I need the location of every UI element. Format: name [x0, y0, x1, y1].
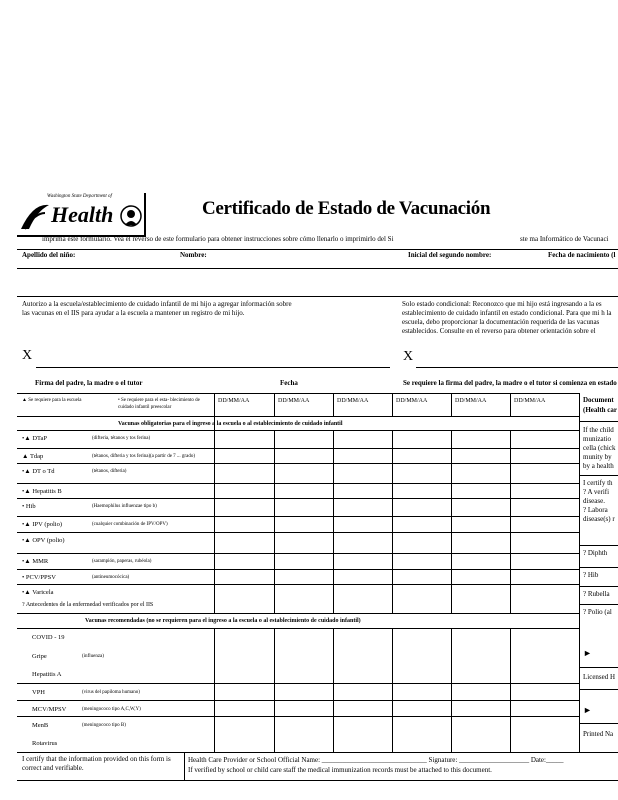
required-vaccine-label: •▲ DTaP: [22, 435, 48, 442]
date-label: Fecha: [280, 379, 298, 387]
panel-item-hib: ? Hib: [583, 571, 599, 579]
required-vaccine-label: •▲ IPV (polio): [22, 521, 63, 528]
verified-note: If verified by school or child care staff the medical immunization records must be attached to this document.: [188, 766, 492, 774]
panel-text-line: disease(s) r: [583, 515, 615, 523]
recommended-vaccine-label: Gripe: [32, 653, 47, 660]
required-vaccine-label: ▲ Tdap: [22, 453, 44, 460]
legend-bullet: • Se requiere para el esta- blecimiento de cuidado infantil preescolar: [118, 398, 200, 410]
recommended-section-title: Vacunas recomendadas (no se requieren para el ingreso a la escuela o al establecimiento de cuidado infantil): [85, 618, 361, 624]
required-vaccine-note: (sarampión, paperas, rubéola): [92, 559, 152, 564]
legend-triangle: ▲ Se requiere para la escuela: [22, 398, 82, 403]
date-header: DD/MM/AA: [337, 398, 369, 404]
certify-text: I certify that the information provided on this form is correct and verifiable.: [22, 755, 171, 772]
health-logo: [17, 193, 144, 235]
panel-text-line: disease.: [583, 497, 605, 505]
required-vaccine-label: •▲ Hepatitis B: [22, 488, 62, 495]
panel-text-line: ? A verifi: [583, 488, 610, 496]
required-vaccine-label: • PCV/PPSV: [22, 574, 56, 581]
panel-text-line: I certify th: [583, 479, 613, 487]
panel-subheading: (Health car: [583, 406, 618, 414]
recommended-vaccine-note: (virus del papiloma humano): [82, 690, 140, 695]
conditional-signature-label: Se requiere la firma del padre, la madre o el tutor si comienza en estado: [403, 379, 617, 387]
recommended-vaccine-note: (influenza): [82, 654, 104, 659]
required-vaccine-note: (Haemophilus influenzae tipo b): [92, 504, 157, 509]
recommended-vaccine-note: (meningococo tipo A,C,W,Y): [82, 707, 141, 712]
health-care-panel: [580, 393, 618, 752]
panel-arrow-icon: ►: [583, 648, 592, 658]
panel-text-line: munizatio: [583, 435, 611, 443]
required-vaccine-label: •▲ MMR: [22, 558, 49, 565]
date-header: DD/MM/AA: [278, 398, 310, 404]
birth-date-label: Fecha de nacimiento (l: [548, 251, 616, 259]
authorize-text: Autorizo a la escuela/establecimiento de cuidado infantil de mi hijo a agregar información sobre las vacunas en el IIS para ayudar a la escuela a mantener un registro de mi hijo.: [22, 300, 292, 317]
conditional-text: Solo estado condicional: Reconozco que mi hijo está ingresando a la es establecimiento de cuidado infantil en estado condicional. Para que mi h la escuela, debo proporcionar la documentación requerida de las vacunas establecidos. Consulte en el reverso para obtener orientación sobre el: [402, 300, 612, 335]
required-vaccine-label: •▲ OPV (polio): [22, 537, 65, 544]
required-section-title: Vacunas obligatorias para el ingreso a la escuela o al establecimiento de cuidado infantil: [118, 421, 343, 427]
required-vaccine-note: (tétanos, difteria y tos ferina): [92, 454, 151, 459]
panel-text-line: If the child: [583, 426, 614, 434]
form-title: Certificado de Estado de Vacunación: [202, 198, 491, 219]
instructions-text-right: ste ma Informático de Vacunaci: [520, 235, 609, 243]
date-header: DD/MM/AA: [218, 398, 250, 404]
required-vaccine-note: (antineumocócica): [92, 575, 130, 580]
recommended-vaccine-label: COVID - 19: [32, 634, 65, 641]
panel-text-line: by a health: [583, 462, 614, 470]
logo-department-text: Washington State Department of: [47, 194, 112, 199]
recommended-vaccine-label: Hepatitis A: [32, 671, 62, 678]
logo-swoosh-icon: [19, 201, 51, 231]
required-vaccine-label: • Hib: [22, 503, 36, 510]
signature-x: X: [22, 348, 33, 363]
varicela-history: ? Antecedentes de la enfermedad verificados por el IIS: [22, 602, 154, 608]
recommended-vaccine-label: MCV/MPSV: [32, 706, 67, 713]
last-name-label: Apellido del niño:: [22, 251, 76, 259]
required-vaccine-label: •▲ DT o Td: [22, 468, 55, 475]
date-header: DD/MM/AA: [514, 398, 546, 404]
required-vaccine-extra: (a partir de 7 ... grado): [150, 454, 195, 459]
required-vaccine-label: •▲ Varicela: [22, 589, 54, 596]
panel-item-rubella: ? Rubella: [583, 590, 610, 598]
recommended-vaccine-label: MenB: [32, 722, 49, 729]
date-header: DD/MM/AA: [396, 398, 428, 404]
panel-text-line: ? Labora: [583, 506, 608, 514]
required-vaccine-note: (cualquier combinación de IPV/OPV): [92, 522, 168, 527]
panel-text-line: munity by: [583, 453, 612, 461]
panel-licensed: Licensed H: [583, 673, 616, 681]
state-seal-icon: [120, 203, 142, 229]
panel-item-diphtheria: ? Diphth: [583, 549, 608, 557]
panel-item-polio: ? Polio (al: [583, 608, 612, 616]
panel-arrow-icon-2: ►: [583, 705, 592, 715]
instructions-text: imprima este formulario. Vea el reverso de este formulario para obtener instrucciones sobre cómo llenarlo o imprimirlo del Si: [42, 235, 394, 243]
required-vaccine-note: (difteria, tétanos y tos ferina): [92, 436, 151, 441]
conditional-signature-x: X: [403, 349, 414, 364]
table-top-line: [17, 393, 579, 394]
date-header: DD/MM/AA: [455, 398, 487, 404]
recommended-vaccine-label: VPH: [32, 689, 46, 696]
recommended-vaccine-note: (meningococo tipo B): [82, 723, 126, 728]
first-name-label: Nombre:: [180, 251, 207, 259]
panel-text-line: cella (chick: [583, 444, 616, 452]
required-vaccine-note: (tétanos, difteria): [92, 469, 127, 474]
logo-word: Health: [51, 202, 114, 227]
panel-heading: Document: [583, 396, 614, 404]
panel-printed-name: Printed Na: [583, 730, 614, 738]
recommended-vaccine-label: Rotavirus: [32, 740, 58, 747]
parent-signature-label: Firma del padre, la madre o el tutor: [35, 379, 143, 387]
provider-line: Health Care Provider or School Official Name: ______________________________ Signature: ____________________ Date:_____: [188, 756, 564, 764]
middle-initial-label: Inicial del segundo nombre:: [408, 251, 492, 259]
